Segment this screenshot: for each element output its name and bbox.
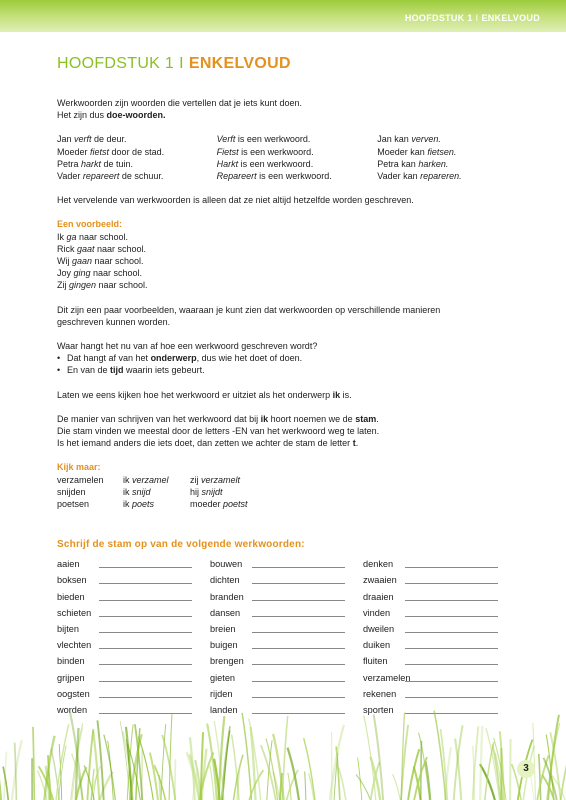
grass-blade <box>56 724 69 800</box>
example-verb-note: Repareert is een werkwoord. <box>216 171 332 182</box>
kijk-ik-form: ik poets <box>123 499 155 510</box>
voorbeeld-line: Wij gaan naar school. <box>57 256 144 267</box>
example-infinitive: Moeder kan fietsen. <box>377 146 457 157</box>
answer-line[interactable] <box>405 615 498 617</box>
exercise-item <box>210 592 363 603</box>
verb-form: harkt <box>81 158 102 169</box>
exercise-item <box>57 575 210 586</box>
exercise-word: grijpen <box>57 672 85 683</box>
exercise-item <box>210 624 363 635</box>
example-row <box>57 170 497 182</box>
verb-form: poetst <box>223 499 248 510</box>
title-separator: I <box>179 55 184 72</box>
intro-line-2: Het zijn dus doe-woorden. <box>57 110 166 121</box>
paragraph-2-line-2: geschreven kunnen worden. <box>57 316 171 327</box>
exercise-word: dansen <box>210 607 241 618</box>
verb-form: snijd <box>132 486 151 497</box>
voorbeeld-line: Joy ging naar school. <box>57 268 143 279</box>
kijk-row <box>57 498 497 510</box>
answer-line[interactable] <box>405 566 498 568</box>
exercise-item <box>57 656 210 667</box>
example-row <box>57 146 497 158</box>
grass-blade <box>104 735 115 800</box>
grass-decoration <box>0 710 566 800</box>
exercise-row <box>57 684 517 700</box>
grass-blade <box>0 754 1 800</box>
verb-form: harken. <box>418 158 449 169</box>
answer-line[interactable] <box>99 680 192 682</box>
kijk-heading: Kijk maar: <box>57 462 101 473</box>
kijk-ik-form: ik verzamel <box>123 474 169 485</box>
grass-blade <box>408 749 419 800</box>
answer-line[interactable] <box>99 566 192 568</box>
exercise-item <box>57 689 210 700</box>
answer-line[interactable] <box>252 566 345 568</box>
voorbeeld-line: Zij gingen naar school. <box>57 280 148 291</box>
exercise-row <box>57 554 517 570</box>
exercise-word: gieten <box>210 672 236 683</box>
exercise-word: brengen <box>210 656 244 667</box>
annoying-paragraph: Het vervelende van werkwoorden is alleen dat ze niet altijd hetzelfde worden geschreven. <box>57 195 414 206</box>
exercise-row <box>57 586 517 602</box>
grass-blade <box>356 774 370 800</box>
grass-blade <box>305 772 306 800</box>
title-name: ENKELVOUD <box>188 55 291 72</box>
exercise-word: bouwen <box>210 559 243 570</box>
exercise-item <box>210 575 363 586</box>
answer-line[interactable] <box>405 663 498 665</box>
look-line: Laten we eens kijken hoe het werkwoord er uitziet als het onderwerp ik is. <box>57 389 352 400</box>
grass-blade <box>33 727 34 800</box>
title-chapter: HOOFDSTUK 1 <box>57 55 175 72</box>
kijk-row <box>57 474 497 486</box>
grass-blade <box>393 774 401 800</box>
answer-line[interactable] <box>252 663 345 665</box>
verb-form: Harkt <box>216 158 239 169</box>
answer-line[interactable] <box>405 631 498 633</box>
verb-form: fietsen. <box>427 146 457 157</box>
exercise-word: worden <box>57 704 88 715</box>
kijk-third-person-form: zij verzamelt <box>190 474 241 485</box>
answer-line[interactable] <box>405 696 498 698</box>
exercise-word: breien <box>210 623 236 634</box>
exercise-word: oogsten <box>57 688 90 699</box>
exercise-word: landen <box>210 704 238 715</box>
example-sentence: Jan verft de deur. <box>57 134 127 145</box>
example-row <box>57 158 497 170</box>
verb-form: ging <box>73 268 91 279</box>
grass-blade <box>223 730 230 800</box>
exercise-word: bijten <box>57 623 79 634</box>
exercise-item <box>57 592 210 603</box>
grass-blade <box>150 753 158 800</box>
answer-line[interactable] <box>99 663 192 665</box>
verb-form: ga <box>66 231 77 242</box>
exercise-word: zwaaien <box>363 575 397 586</box>
exercise-word: aaien <box>57 559 80 570</box>
answer-line[interactable] <box>99 599 192 601</box>
answer-line[interactable] <box>252 615 345 617</box>
exercise-word: dweilen <box>363 623 395 634</box>
answer-line[interactable] <box>99 582 192 584</box>
verb-form: verzamelt <box>201 474 241 485</box>
verb-form: Fietst <box>216 146 239 157</box>
bullet-tijd: • En van de tijd waarin iets gebeurt. <box>67 364 497 376</box>
page-title <box>57 55 291 73</box>
example-verb-note: Fietst is een werkwoord. <box>216 146 314 157</box>
exercise-item <box>363 575 516 586</box>
verb-form: gaan <box>72 256 93 267</box>
grass-blade <box>15 743 17 800</box>
page-number: 3 <box>517 760 535 778</box>
verb-form: Verft <box>216 134 236 145</box>
answer-line[interactable] <box>252 582 345 584</box>
verb-form: Repareert <box>216 171 257 182</box>
grass-blade <box>273 772 280 800</box>
example-infinitive: Petra kan harken. <box>377 158 449 169</box>
exercise-row <box>57 603 517 619</box>
grass-blade <box>533 723 536 800</box>
exercise-word: sporten <box>363 704 394 715</box>
exercise-item <box>363 592 516 603</box>
kijk-ik-form: ik snijd <box>123 486 151 497</box>
exercise-item <box>210 559 363 570</box>
exercise-item <box>363 624 516 635</box>
exercise-word: verzamelen <box>363 672 411 683</box>
kijk-infinitive: verzamelen <box>57 474 104 485</box>
example-sentence: Petra harkt de tuin. <box>57 158 134 169</box>
exercise-item <box>363 673 516 684</box>
exercise-item <box>210 689 363 700</box>
stam-line-2: Die stam vinden we meestal door de letters -EN van het werkwoord weg te laten. <box>57 426 380 437</box>
answer-line[interactable] <box>405 599 498 601</box>
verb-form: repareert <box>82 171 120 182</box>
exercise-item <box>363 656 516 667</box>
exercise-row <box>57 635 517 651</box>
exercise-word: rijden <box>210 688 233 699</box>
doe-woorden-term: doe-woorden. <box>106 110 166 121</box>
answer-line[interactable] <box>99 647 192 649</box>
exercise-word: vlechten <box>57 640 92 651</box>
answer-line[interactable] <box>252 647 345 649</box>
exercise-word: denken <box>363 559 394 570</box>
verb-form: snijdt <box>201 486 223 497</box>
example-verb-note: Verft is een werkwoord. <box>216 134 311 145</box>
answer-line[interactable] <box>405 582 498 584</box>
answer-line[interactable] <box>405 680 498 682</box>
exercise-item <box>210 608 363 619</box>
exercise-word: binden <box>57 656 85 667</box>
answer-line[interactable] <box>99 631 192 633</box>
kijk-row <box>57 486 497 498</box>
verb-form: gingen <box>69 280 97 291</box>
exercise-item <box>57 559 210 570</box>
exercise-item <box>210 640 363 651</box>
example-verb-note: Harkt is een werkwoord. <box>216 158 314 169</box>
grass-blade <box>480 726 482 800</box>
intro-line-1: Werkwoorden zijn woorden die vertellen dat je iets kunt doen. <box>57 98 302 108</box>
exercise-grid <box>57 554 517 716</box>
exercise-item <box>210 656 363 667</box>
exercise-item <box>363 640 516 651</box>
exercise-item <box>57 624 210 635</box>
verb-form: fietst <box>90 146 110 157</box>
bullet-onderwerp: • Dat hangt af van het onderwerp, dus wie het doet of doen. <box>67 352 497 364</box>
example-infinitive: Jan kan verven. <box>377 134 441 145</box>
exercise-row <box>57 619 517 635</box>
exercise-item <box>363 608 516 619</box>
exercise-word: bieden <box>57 591 85 602</box>
kijk-table <box>57 474 497 511</box>
answer-line[interactable] <box>252 631 345 633</box>
question-line: Waar hangt het nu van af hoe een werkwoord geschreven wordt? <box>57 341 318 352</box>
running-header <box>405 13 540 23</box>
running-header-chapter: HOOFDSTUK 1 <box>404 13 473 23</box>
voorbeeld-heading: Een voorbeeld: <box>57 219 123 230</box>
verb-form: poets <box>132 499 155 510</box>
exercise-item <box>57 673 210 684</box>
answer-line[interactable] <box>252 680 345 682</box>
running-header-separator: I <box>475 13 479 23</box>
answer-line[interactable] <box>405 647 498 649</box>
example-row <box>57 133 497 145</box>
verb-form: verven. <box>411 134 441 145</box>
exercise-word: boksen <box>57 575 87 586</box>
exercise-word: buigen <box>210 640 238 651</box>
kijk-infinitive: poetsen <box>57 499 90 510</box>
exercise-word: draaien <box>363 591 394 602</box>
exercise-item <box>210 673 363 684</box>
header-band <box>0 0 566 32</box>
example-sentences <box>57 133 497 182</box>
verb-form: repareren. <box>420 171 462 182</box>
grass-blade <box>51 749 59 800</box>
voorbeeld-list <box>57 231 497 292</box>
example-sentence: Moeder fietst door de stad. <box>57 146 165 157</box>
kijk-infinitive: snijden <box>57 486 86 497</box>
grass-blade <box>169 713 172 800</box>
verb-form: gaat <box>77 243 95 254</box>
exercise-word: dichten <box>210 575 240 586</box>
exercise-item <box>363 689 516 700</box>
body-text <box>57 97 497 510</box>
voorbeeld-line: Rick gaat naar school. <box>57 243 147 254</box>
verb-form: verft <box>74 134 92 145</box>
answer-line[interactable] <box>252 696 345 698</box>
answer-line[interactable] <box>99 615 192 617</box>
exercise-item <box>57 640 210 651</box>
exercise-word: fluiten <box>363 656 388 667</box>
stam-line-1: De manier van schrijven van het werkwoord dat bij ik hoort noemen we de stam. <box>57 413 379 424</box>
question-bullets <box>57 352 497 376</box>
exercise-word: vinden <box>363 607 391 618</box>
exercise-item <box>363 559 516 570</box>
exercise-title: Schrijf de stam op van de volgende werkwoorden: <box>57 539 305 550</box>
exercise-word: schieten <box>57 607 92 618</box>
grass-blade <box>162 735 175 800</box>
running-header-name: ENKELVOUD <box>481 13 540 23</box>
exercise-word: rekenen <box>363 688 397 699</box>
verb-form: verzamel <box>132 474 169 485</box>
example-infinitive: Vader kan repareren. <box>377 171 462 182</box>
answer-line[interactable] <box>99 696 192 698</box>
kijk-third-person-form: moeder poetst <box>190 499 248 510</box>
voorbeeld-line: Ik ga naar school. <box>57 231 129 242</box>
grass-blade <box>426 761 431 800</box>
exercise-word: duiken <box>363 640 391 651</box>
paragraph-2-line-1: Dit zijn een paar voorbeelden, waaraan je kunt zien dat werkwoorden op verschillende manieren <box>57 304 441 315</box>
exercise-word: branden <box>210 591 244 602</box>
exercise-item <box>57 608 210 619</box>
exercise-row <box>57 651 517 667</box>
grass-blade <box>108 741 114 800</box>
kijk-third-person-form: hij snijdt <box>190 486 223 497</box>
example-sentence: Vader repareert de schuur. <box>57 171 164 182</box>
stam-line-3: Is het iemand anders die iets doet, dan zetten we achter de stam de letter t. <box>57 438 359 449</box>
exercise-row <box>57 570 517 586</box>
exercise-row <box>57 667 517 683</box>
answer-line[interactable] <box>252 599 345 601</box>
